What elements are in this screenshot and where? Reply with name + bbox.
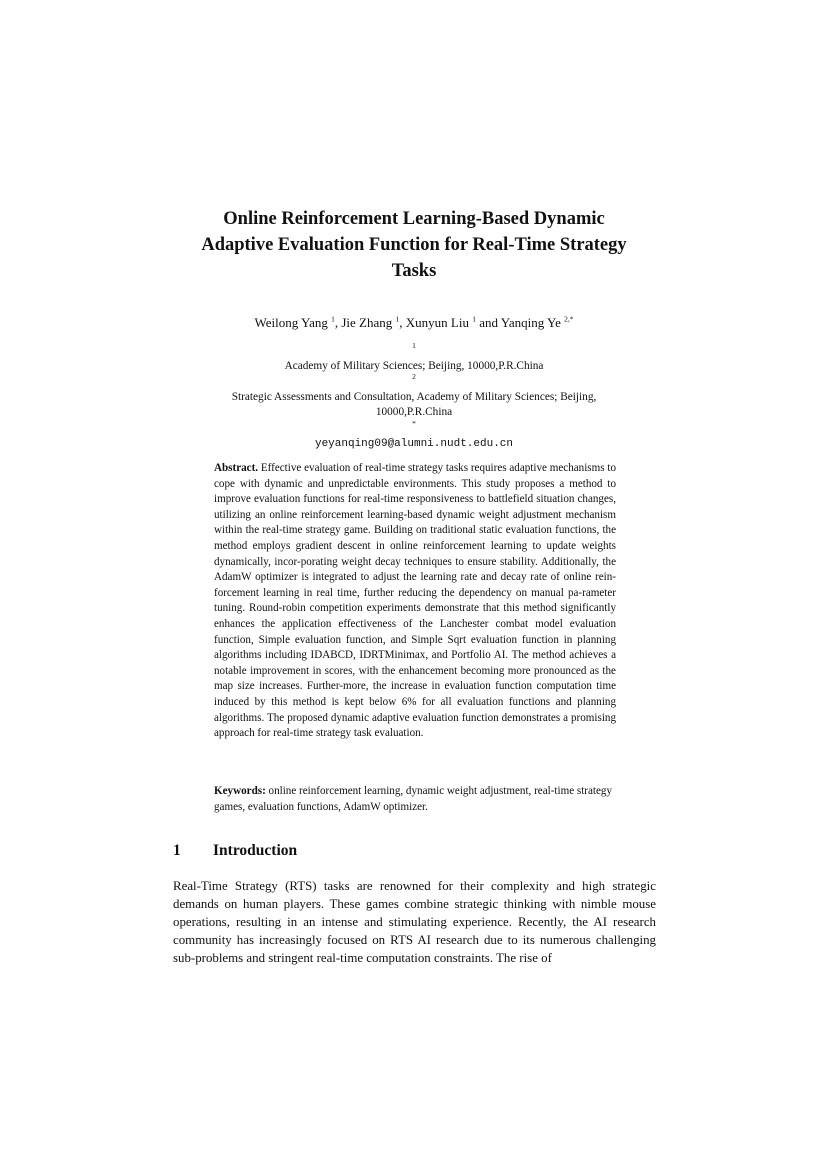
abstract-label: Abstract. <box>214 462 259 474</box>
title-line: Online Reinforcement Learning-Based Dynamic <box>223 209 605 229</box>
email-link[interactable]: yeyanqing09@alumni.nudt.edu.cn <box>314 437 514 450</box>
section-number: 1 <box>173 842 181 859</box>
affiliations <box>190 343 638 452</box>
section-heading <box>173 841 655 861</box>
intro-paragraph: Real-Time Strategy (RTS) tasks are renowned for their complexity and high strategic demands on human players. These games combine strategic thinking with nimble mouse operations, resulting in an intense and stimulating experience. Recently, the AI research community has increasingly focused on RTS AI research due to its numerous challenging sub-problems and stringent real-time computation constraints. The rise of <box>173 879 656 965</box>
affiliation-line <box>190 374 638 405</box>
author-name: Xunyun Liu <box>405 315 469 330</box>
author-name: Weilong Yang <box>254 315 328 330</box>
author-affiliation-mark: 1 <box>331 314 335 324</box>
author-name: Yanqing Ye <box>500 315 561 330</box>
section-title: Introduction <box>213 842 298 859</box>
author-affiliation-mark: 2,* <box>564 314 574 324</box>
author-list <box>150 314 678 332</box>
author-affiliation-mark: 1 <box>472 314 476 324</box>
keywords <box>214 784 616 815</box>
title-line: Tasks <box>391 261 437 281</box>
affiliation-text: Academy of Military Sciences; Beijing, 10000,P.R.China <box>284 359 544 372</box>
keywords-label: Keywords: <box>214 785 266 797</box>
abstract-text: Effective evaluation of real-time strategy tasks requires adaptive mechanisms to cope with dynamic and unpredictable environments. This study proposes a method to improve evaluation functions for real-time responsiveness to battlefield situation changes, utilizing an online reinforcement learning-based dynamic weight adjustment mechanism within the real-time strategy game. Building on traditional static evaluation functions, the method employs gradient descent in online reinforcement learning to update weights dynamically, incor-porating weight decay techniques to ensure stability. Additionally, the AdamW optimizer is integrated to adjust the learning rate and decay rate of online rein-forcement learning in real time, further reducing the dependency on manual pa-rameter tuning. Round-robin competition experiments demonstrate that this method significantly enhances the application effectiveness of the Lanchester combat model evaluation function, Simple evaluation function, and Simple Sqrt evaluation function in planning algorithms including IDABCD, IDRTMinimax, and Portfolio AI. The method achieves a notable improvement in scores, with the enhancement becoming more pronounced as the map size increases. Further-more, the increase in evaluation function computation time induced by this method is kept below 6% for all evaluation functions and planning algorithms. The proposed dynamic adaptive evaluation function demonstrates a promising approach for real-time strategy task evaluation. <box>214 462 616 740</box>
affiliation-mark: 1 <box>412 341 416 351</box>
author-separator: , <box>334 315 342 330</box>
corresponding-mark: * <box>412 419 416 429</box>
keywords-text: online reinforcement learning, dynamic weight adjustment, real-time strategy games, evaluation functions, AdamW optimizer. <box>214 785 613 813</box>
author-separator: , <box>399 315 406 330</box>
affiliation-mark: 2 <box>412 372 416 382</box>
affiliation-text: 10000,P.R.China <box>375 406 453 419</box>
email-line <box>190 421 638 452</box>
author-affiliation-mark: 1 <box>395 314 400 324</box>
affiliation-text: Strategic Assessments and Consultation, Academy of Military Sciences; Beijing, <box>231 390 597 403</box>
abstract <box>214 461 616 742</box>
affiliation-line <box>190 343 638 374</box>
author-separator: and <box>475 315 501 330</box>
author-name: Jie Zhang <box>341 315 393 330</box>
paper-title <box>150 206 678 284</box>
title-line: Adaptive Evaluation Function for Real-Time Strategy <box>201 235 627 255</box>
